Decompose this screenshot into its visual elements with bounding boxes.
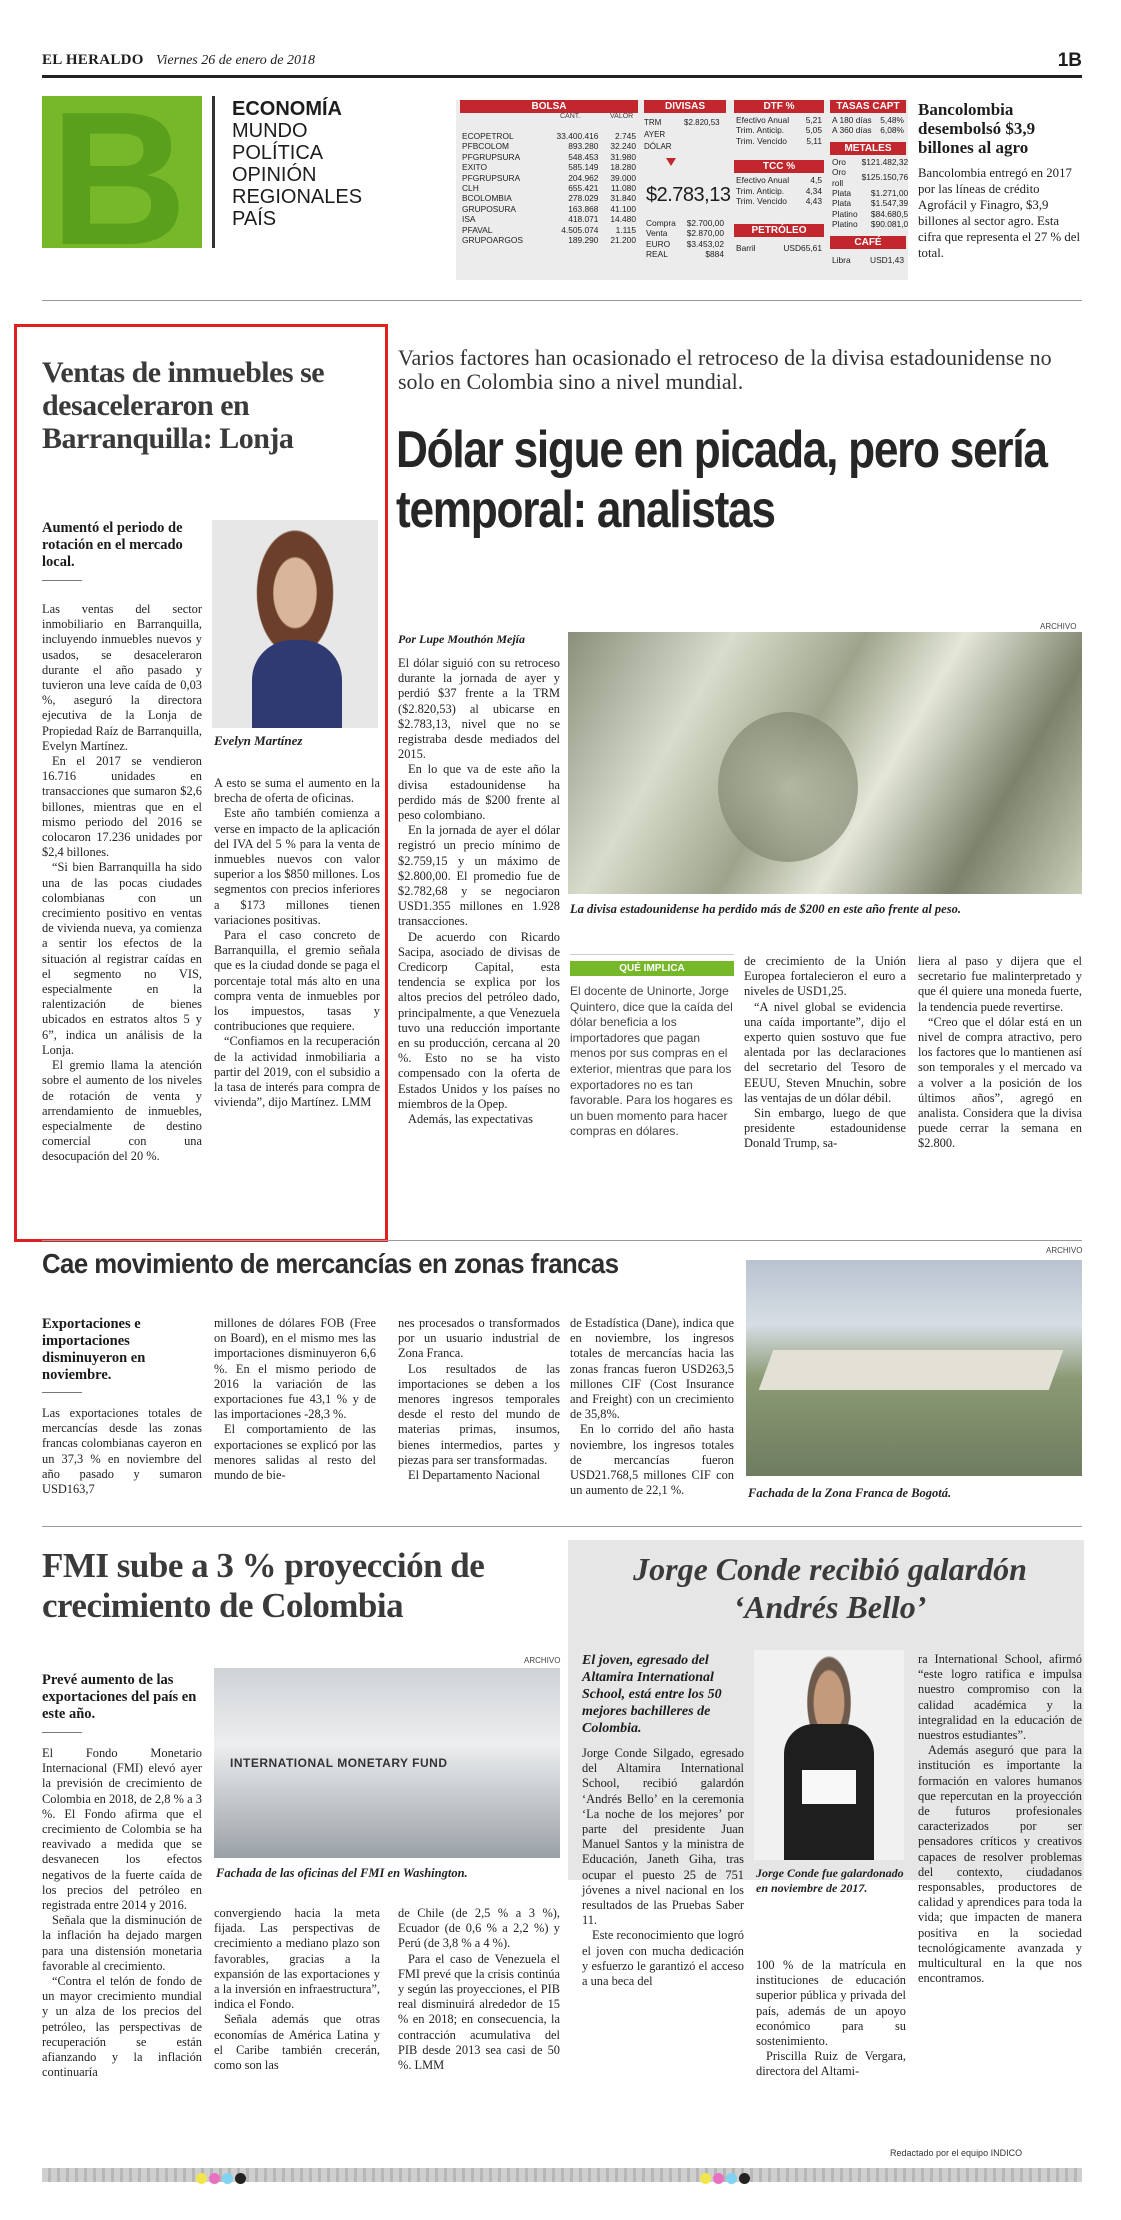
zonas-p7: de Estadística (Dane), indica que en noviembre, los ingresos totales de mercancías hacia las zonas francas fueron USD263,5 millones CIF (Cost Insurance and Freight) con un crecimiento de 35,8%. <box>570 1316 734 1422</box>
bolsa-row <box>460 225 638 235</box>
fmi-photo-caption: Fachada de las oficinas del FMI en Washington. <box>216 1866 468 1880</box>
lonja-col2 <box>214 776 380 1110</box>
conde-photo-caption: Jorge Conde fue galardonado en noviembre de 2017. <box>756 1866 904 1895</box>
que-implica-box <box>570 954 734 1140</box>
lonja-photo-caption: Evelyn Martínez <box>214 733 303 748</box>
metales-rows <box>830 157 910 230</box>
bolsa-cell: 278.029 <box>568 193 599 204</box>
zonas-col4 <box>570 1316 734 1498</box>
bolsa-cell: ECOPETROL <box>462 131 514 141</box>
bolsa-cell: PFAVAL <box>462 224 493 235</box>
bolsa-row <box>460 173 638 183</box>
color-registration-dots-2 <box>700 2169 752 2188</box>
metales-row <box>830 157 910 167</box>
bolsa-cell: 21.200 <box>610 235 636 246</box>
conde-p1: Jorge Conde Silgado, egresado del Altamira International School, recibió galardón ‘Andrés Bello’ en la ceremonia ‘La noche de los mejores’ por parte del presidente Juan Manuel Santos y la ministra de Educación, Janeth Giha, tras ocupar el puesto 25 de 751 jóvenes a nivel nacional en los resultados de las Pruebas Saber 11. <box>582 1746 744 1928</box>
metales-row <box>830 219 910 229</box>
bolsa-cell: BCOLOMBIA <box>462 193 512 204</box>
metales-cell: Oro <box>832 156 846 167</box>
dolar-kicker: Varios factores han ocasionado el retroceso de la divisa estadounidense no solo en Colombia sino a nivel mundial. <box>398 345 1052 394</box>
dollar-bills-photo <box>568 632 1082 894</box>
tasas-row <box>830 115 906 125</box>
fmi-building-photo <box>214 1668 560 1858</box>
bolsa-cell: 39.000 <box>610 172 636 183</box>
tcc-row <box>734 196 824 206</box>
section-letter-block <box>42 73 202 285</box>
bolsa-rows <box>460 131 638 245</box>
tcc-row <box>734 186 824 196</box>
section-letter: B <box>50 73 188 285</box>
divisas-cell: Venta <box>646 228 668 239</box>
fmi-p5: Señala además que otras economías de América Latina y el Caribe también crecerán, como son las <box>214 2012 380 2073</box>
dolar-col3 <box>744 954 906 1152</box>
tcc-title: TCC % <box>734 160 824 173</box>
conde-p6: Además aseguró que para la institución es importante la formación en valores humanos que repercutan en la proyección de futuros profesionales caracterizados por ser pensadores críticos y creativos capaces de resolver problemas del contexto, ciudadanos responsables, productores de calidad y aprendices para toda la vida; que impacten de manera positiva en la sociedad tecnológicamente avanzada y multicultural en la que nos encontramos. <box>918 1743 1082 1986</box>
cafe-value: USD1,43 <box>870 254 904 265</box>
dolar-p5: Además, las expectativas <box>408 1112 533 1127</box>
fmi-p1: El Fondo Monetario Internacional (FMI) elevó ayer la previsión de crecimiento de Colombia en 2018, de 2,8 % a 3 %. El Fondo afirma que el crecimiento de Colombia se ha reavivado a medida que se desvanecen los efectos negativos de la fuerte caída de los precios del petróleo en registrada entre 2014 y 2016. <box>42 1746 202 1913</box>
conde-p4: Priscilla Ruiz de Vergara, directora del Altami- <box>756 2049 906 2079</box>
tcc-row <box>734 175 824 185</box>
metales-cell: $1.547,39 <box>870 198 909 209</box>
bancolombia-brief <box>918 100 1082 261</box>
dolar-p9: liera al paso y dijera que el secretario fue malinterpretado y que él quiere una moneda fuerte, la tendencia puede revertirse. <box>918 954 1082 1014</box>
zonas-p1: Las exportaciones totales de mercancías desde las zonas francas colombianas cayeron en un 37,3 % en noviembre del año pasado y sumaron USD163,7 <box>42 1406 202 1497</box>
bolsa-cell: 31.980 <box>610 151 636 162</box>
bolsa-row <box>460 193 638 203</box>
fmi-p2: Señala que la disminución de la inflación ha dejado margen para una distensión monetaria favorable al crecimiento. <box>42 1913 202 1973</box>
brief-headline: Bancolombia desembolsó $3,9 billones al agro <box>918 100 1036 157</box>
metales-cell: Platino <box>832 219 858 230</box>
conde-p5: ra International School, afirmó “este logro ratifica e impulsa nuestro compromiso con la calidad académica y la integralidad en la educación de nuestros estudiantes”. <box>918 1652 1082 1743</box>
bolsa-cell: 18.280 <box>610 162 636 173</box>
metales-cell: Oro roll <box>832 167 846 188</box>
lonja-p3: “Si bien Barranquilla ha sido una de las pocas ciudades colombianas con un crecimiento positivo en ventas de vivienda nueva, ya comienza a sentir los efectos de la situación al registrar caídas en el segmento no VIS, especialmente en la ralentización de bienes ubicados en estratos altos 5 y 6”, indica un análisis de la Lonja. <box>42 860 202 1057</box>
dolar-p10: “Creo que el dólar está en un nivel de compra atractivo, pero los factores que lo mantienen así son temporales y el mercado va a volver a la posición de los últimos años”, agregó en analista. Considera que la divisa puede cerrar la semana en $2.800. <box>918 1014 1082 1151</box>
bolsa-row <box>460 183 638 193</box>
dolar-archivo: ARCHIVO <box>1040 622 1077 631</box>
metales-cell: $121.482,32 <box>861 156 909 167</box>
bolsa-cell: 418.071 <box>568 214 599 225</box>
bolsa-cell: 893.280 <box>568 141 599 152</box>
fmi-col1 <box>42 1746 202 2080</box>
zonas-p2: millones de dólares FOB (Free on Board), en el mismo mes las importaciones disminuyeron 6,6 %. En el mismo periodo de 2016 la variación de las exportaciones fue 43,1 % y de las importaciones -28,3 %. <box>214 1316 376 1422</box>
bolsa-col-valor: VALOR <box>610 113 634 120</box>
conde-p2: Este reconocimiento que logró el joven con mucha dedicación y esfuerzo le garantizó el acceso a una beca del <box>582 1928 744 1989</box>
dolar-p6: de crecimiento de la Unión Europea fortalecieron el euro a niveles de USD1,25. <box>744 954 906 999</box>
tasas-cell: 6,08% <box>880 125 904 136</box>
zona-franca-photo <box>746 1260 1082 1476</box>
fmi-p4: convergiendo hacia la meta fijada. Las perspectivas de crecimiento a mediano plazo son favorables, gracias a la expansión de las exportaciones y a la inversión en infraestructura”, indica el Fondo. <box>214 1906 380 2012</box>
fmi-p3: “Contra el telón de fondo de un mayor crecimiento mundial y un alza de los precios del petróleo, las perspectivas de recuperación se están afianzando y la inflación continuaría <box>42 1974 202 2080</box>
tcc-cell: 4,5 <box>810 175 822 186</box>
zonas-p8: En lo corrido del año hasta noviembre, los ingresos totales de mercancías fueron USD21.768,5 millones CIF con un aumento de 22,1 %. <box>570 1422 734 1498</box>
bolsa-row <box>460 141 638 151</box>
bolsa-cell: 11.080 <box>611 183 636 194</box>
lonja-p5: A esto se suma el aumento en la brecha de oferta de oficinas. <box>214 776 380 806</box>
rates-col <box>734 100 824 253</box>
divisas-cell: $2.870,00 <box>686 228 724 239</box>
dolar-p4: De acuerdo con Ricardo Sacipa, asociado de divisas de Credicorp Capital, esta tendencia se explica por los altos precios del petróleo dado, principalmente, a que Venezuela tuvo una reducción importante en su producción, cercana al 20 %. Esto no se ha visto compensado con la oferta de Estados Unidos y los países no miembros de la Opep. <box>398 929 560 1111</box>
zonas-photo-caption: Fachada de la Zona Franca de Bogotá. <box>748 1486 952 1500</box>
down-arrow-icon <box>666 158 676 166</box>
fmi-deck: Prevé aumento de las exportaciones del país en este año. <box>42 1672 197 1722</box>
zonas-col2 <box>214 1316 376 1483</box>
conde-headline: Jorge Conde recibió galardón ‘Andrés Bello’ <box>633 1551 1027 1625</box>
tasas-col <box>830 100 909 265</box>
tasas-rows <box>830 115 906 136</box>
bolsa-cell: ISA <box>462 214 476 225</box>
dtf-cell: Trim. Vencido <box>736 135 787 146</box>
dtf-row <box>734 136 824 146</box>
fmi-p6: de Chile (de 2,5 % a 3 %), Ecuador (de 0,6 % a 2,2 %) y Perú (de 3,8 % a 4 %). <box>398 1906 560 1951</box>
dtf-cell: Efectivo Anual <box>736 115 790 125</box>
petroleo-title: PETRÓLEO <box>734 224 824 237</box>
bolsa-cell: 14.480 <box>610 214 636 225</box>
cafe-title: CAFÉ <box>830 236 906 249</box>
metales-cell: Plata <box>832 188 852 199</box>
dolar-byline: Por Lupe Mouthón Mejía <box>398 632 526 646</box>
bolsa-col-cant: CANT. <box>560 113 581 120</box>
metales-row <box>830 167 910 188</box>
trm-label: TRM <box>644 118 662 127</box>
dolar-big-value: $2.783,13 <box>646 184 731 206</box>
metales-row <box>830 198 910 208</box>
conde-col3 <box>918 1652 1082 1986</box>
bolsa-cell: CLH <box>462 183 479 194</box>
lonja-p2: En el 2017 se vendieron 16.716 unidades en transacciones que sumaron $2,6 billones, mientras que en el mismo periodo del 2016 se colocaron 17.236 unidades por $2,4 billones. <box>42 754 202 860</box>
zonas-deck: Exportaciones e importaciones disminuyeron en noviembre. <box>42 1316 146 1383</box>
divisas-rows <box>644 218 726 260</box>
section-mundo[interactable]: MUNDO <box>232 120 308 142</box>
bolsa-cell: GRUPOARGOS <box>462 235 523 246</box>
divisas-cell: $3.453,02 <box>686 238 724 249</box>
bolsa-cell: 33.400.416 <box>556 131 599 141</box>
bolsa-cell: GRUPOSURA <box>462 203 516 214</box>
bolsa-title: BOLSA <box>460 100 638 113</box>
bolsa-row <box>460 152 638 162</box>
bolsa-cell: 32.240 <box>610 141 636 152</box>
bolsa-cell: 41.100 <box>610 203 636 214</box>
bolsa-cell: 31.840 <box>610 193 636 204</box>
metales-row <box>830 209 910 219</box>
dolar-headline: Dólar sigue en picada, pero sería temporal: analistas <box>396 421 1047 539</box>
dolar-p7: “A nivel global se evidencia una caída importante”, dijo el experto quien sostuvo que fue alentada por las declaraciones del secretario del Tesoro de EEUU, Steven Mnuchin, sobre las ventajas de un dólar débil. <box>744 999 906 1105</box>
zonas-col1 <box>42 1406 202 1497</box>
zonas-p6: El Departamento Nacional <box>408 1468 541 1483</box>
metales-cell: Plata <box>832 198 852 209</box>
que-implica-text: El docente de Uninorte, Jorge Quintero, dice que la caída del dólar beneficia a los importadores que pagan menos por sus compras en el exterior, mientras que para los exportadores no es tan favorable. Para los hogares es un buen momento para hacer compras en dólares. <box>570 984 733 1139</box>
bolsa-row <box>460 131 638 141</box>
zonas-headline: Cae movimiento de mercancías en zonas francas <box>42 1248 619 1279</box>
cafe-label: Libra <box>832 254 851 265</box>
ayer-label: AYER <box>644 130 666 139</box>
petroleo-label: Barril <box>736 243 756 254</box>
dolar-p8: Sin embargo, luego de que presidente estadounidense Donald Trump, sa- <box>744 1106 906 1151</box>
lonja-p1: Las ventas del sector inmobiliario en Barranquilla, incluyendo inmuebles nuevos y usados, se desaceleraron durante el año pasado y tuvieron una leve caída de 0,03 %, aseguró la directora ejecutiva de la Lonja de Propiedad Raíz de Barranquilla, Evelyn Martínez. <box>42 602 202 753</box>
zonas-archivo: ARCHIVO <box>1046 1246 1083 1255</box>
tcc-cell: 4,34 <box>805 185 822 196</box>
tasas-cell: A 360 días <box>832 125 872 136</box>
tcc-cell: Trim. Vencido <box>736 196 787 207</box>
tcc-cell: Efectivo Anual <box>736 175 790 186</box>
bolsa-cell: 2.745 <box>615 131 636 141</box>
divisas-cell: Compra <box>646 218 676 228</box>
dtf-title: DTF % <box>734 100 824 113</box>
dolar-label: DÓLAR <box>644 142 672 151</box>
zonas-p4: nes procesados o transformados por un usuario industrial de Zona Franca. <box>398 1316 560 1361</box>
tcc-cell: Trim. Anticip. <box>736 185 785 196</box>
evelyn-martinez-photo <box>212 520 378 728</box>
lonja-headline: Ventas de inmuebles se desaceleraron en Barranquilla: Lonja <box>42 356 325 455</box>
section-divider <box>212 96 215 248</box>
petroleo-value: USD65,61 <box>783 243 822 254</box>
bolsa-row <box>460 204 638 214</box>
section-economia[interactable]: ECONOMÍA <box>232 98 342 120</box>
bolsa-cell: 189.290 <box>568 235 599 246</box>
divisas-cell: $884 <box>705 249 724 260</box>
section-pais[interactable]: PAÍS <box>232 208 277 230</box>
fmi-col2 <box>214 1906 380 2073</box>
issue-date: Viernes 26 de enero de 2018 <box>156 53 316 68</box>
lonja-p4: El gremio llama la atención sobre el aumento de los niveles de rotación de venta y arrendamiento de inmuebles, especialmente de destino comercial con una desocupación del 20 %. <box>42 1058 202 1164</box>
dtf-row <box>734 125 824 135</box>
fmi-col3 <box>398 1906 560 2073</box>
bolsa-cell: PFBCOLOM <box>462 141 509 152</box>
bolsa-cell: 4.505.074 <box>561 224 599 235</box>
zonas-p3: El comportamiento de las exportaciones se explicó por las menores salidas al resto del mundo de bie- <box>214 1422 376 1483</box>
lonja-p6: Este año también comienza a verse en impacto de la aplicación del IVA del 5 % para la venta de inmuebles nuevos con valor superior a los $850 millones. Los segmentos con precios inferiores a $173 millones tienen variaciones positivas. <box>214 806 380 927</box>
divisas-cell: REAL <box>646 249 668 260</box>
lonja-deck: Aumentó el periodo de rotación en el mercado local. <box>42 520 183 570</box>
trm-value: $2.820,53 <box>684 118 720 127</box>
tcc-cell: 4,43 <box>805 196 822 207</box>
metales-title: METALES <box>830 142 906 155</box>
fmi-headline: FMI sube a 3 % proyección de crecimiento de Colombia <box>42 1546 485 1625</box>
dtf-cell: 5,05 <box>805 125 822 136</box>
conde-credit: Redactado por el equipo INDICO <box>890 2148 1023 2158</box>
metales-cell: $125.150,76 <box>861 172 909 183</box>
lonja-p8: “Confiamos en la recuperación de la actividad inmobiliaria a partir del 2019, con el subsidio a la tasa de interés para compra de vivienda”, dijo Martínez. LMM <box>214 1034 380 1110</box>
divisas-row <box>644 249 726 259</box>
section-politica[interactable]: POLÍTICA <box>232 142 324 164</box>
bolsa-cell: 163.868 <box>568 203 599 214</box>
masthead <box>42 52 1082 72</box>
metales-cell: $84.680,5 <box>870 208 909 219</box>
zonas-p5: Los resultados de las importaciones se deben a los menores ingresos temporales desde el resto del mundo de materias primas, insumos, bienes intermedios, partes y piezas para ser transformadas. <box>398 1361 560 1467</box>
jorge-conde-photo <box>754 1650 904 1860</box>
dolar-p3: En la jornada de ayer el dólar registró un precio mínimo de $2.759,15 y un máximo de $2.800,00. El promedio fue de $2.782,68 y se negociaron USD1.355 millones en 1.928 transacciones. <box>398 823 560 929</box>
tasas-row <box>830 125 906 135</box>
metales-cell: Platino <box>832 208 858 219</box>
paper-name: EL HERALDO <box>42 52 144 68</box>
lonja-col1 <box>42 602 202 1165</box>
dolar-col1 <box>398 656 560 1127</box>
dolar-p2: En lo que va de este año la divisa estadounidense ha perdido más de $200 frente al peso colombiano. <box>398 762 560 823</box>
bolsa-cell: EXITO <box>462 162 487 173</box>
bolsa-cell: 1.115 <box>615 224 636 235</box>
dolar-col4 <box>918 954 1082 1152</box>
metales-cell: $90.081,0 <box>870 219 909 230</box>
divisas-row <box>644 228 726 238</box>
bolsa-row <box>460 235 638 245</box>
bolsa-cell: 548.453 <box>568 151 599 162</box>
conde-p3: 100 % de la matrícula en instituciones de educación superior pública y privada del país, además de un apoyo económico para su sostenimiento. <box>756 1958 906 2049</box>
fmi-p7: Para el caso de Venezuela el FMI prevé que la crisis continúa y según las proyecciones, el PIB real disminuirá alrededor de 15 % en 2018; en consecuencia, la contracción acumulativa del PIB desde 2013 sea casi de 50 %. LMM <box>398 1951 560 2073</box>
tasas-cell: A 180 días <box>832 115 872 125</box>
divisas-box <box>644 100 731 280</box>
tasas-title: TASAS CAPT <box>830 100 906 113</box>
conde-col1 <box>582 1746 744 1989</box>
lonja-p7: Para el caso concreto de Barranquilla, el gremio señala que es la ciudad donde se paga el porcentaje total más alto en una compra venta de inmuebles por los impuestos, tasas y contribuciones que requiere. <box>214 928 380 1034</box>
zonas-col3 <box>398 1316 560 1483</box>
bolsa-cell: 655.421 <box>568 183 599 194</box>
tasas-cell: 5,48% <box>880 115 904 125</box>
color-registration-dots <box>196 2169 248 2188</box>
bolsa-row <box>460 214 638 224</box>
bolsa-cell: PFGRUPSURA <box>462 151 521 162</box>
bolsa-table <box>460 100 638 245</box>
dtf-row <box>734 115 824 125</box>
dtf-cell: 5,11 <box>806 135 822 146</box>
divisas-cell: $2.700,00 <box>686 218 724 228</box>
bolsa-cell: 585.149 <box>568 162 599 173</box>
fmi-archivo: ARCHIVO <box>524 1656 561 1665</box>
tcc-rows <box>734 175 824 206</box>
divisas-title: DIVISAS <box>644 100 726 113</box>
masthead-rule <box>42 75 1082 78</box>
bolsa-row <box>460 162 638 172</box>
dolar-photo-caption: La divisa estadounidense ha perdido más de $200 en este año frente al peso. <box>570 902 961 916</box>
section-opinion[interactable]: OPINIÓN <box>232 164 317 186</box>
conde-col2 <box>756 1958 906 2080</box>
dtf-cell: Trim. Anticip. <box>736 125 785 136</box>
section-regionales[interactable]: REGIONALES <box>232 186 363 208</box>
divisas-row <box>644 218 726 228</box>
bolsa-cell: PFGRUPSURA <box>462 172 521 183</box>
divisas-cell: EURO <box>646 238 671 249</box>
dtf-rows <box>734 115 824 146</box>
page-number: 1B <box>1057 50 1082 71</box>
bolsa-cell: 204.962 <box>568 172 599 183</box>
conde-deck: El joven, egresado del Altamira International School, está entre los 50 mejores bachilleres de Colombia. <box>582 1653 722 1736</box>
dtf-cell: 5,21 <box>805 115 822 125</box>
que-implica-label: QUÉ IMPLICA <box>570 961 734 976</box>
divisas-row <box>644 239 726 249</box>
brief-body: Bancolombia entregó en 2017 por las líneas de crédito Agrofácil y Finagro, $3,9 billones al sector agro. Esta cifra que representa el 27 % del total. <box>918 166 1081 260</box>
fmi-sign: INTERNATIONAL MONETARY FUND <box>230 1756 448 1770</box>
metales-row <box>830 188 910 198</box>
section-list <box>232 98 362 230</box>
metales-cell: $1.271,00 <box>870 188 909 199</box>
top-rule <box>42 300 1082 301</box>
dolar-p1: El dólar siguió con su retroceso durante la jornada de ayer y perdió $37 frente a la TRM ($2.820,53) al ubicarse en $2.783,13, nivel que no se registraba desde mediados del 2015. <box>398 656 560 762</box>
